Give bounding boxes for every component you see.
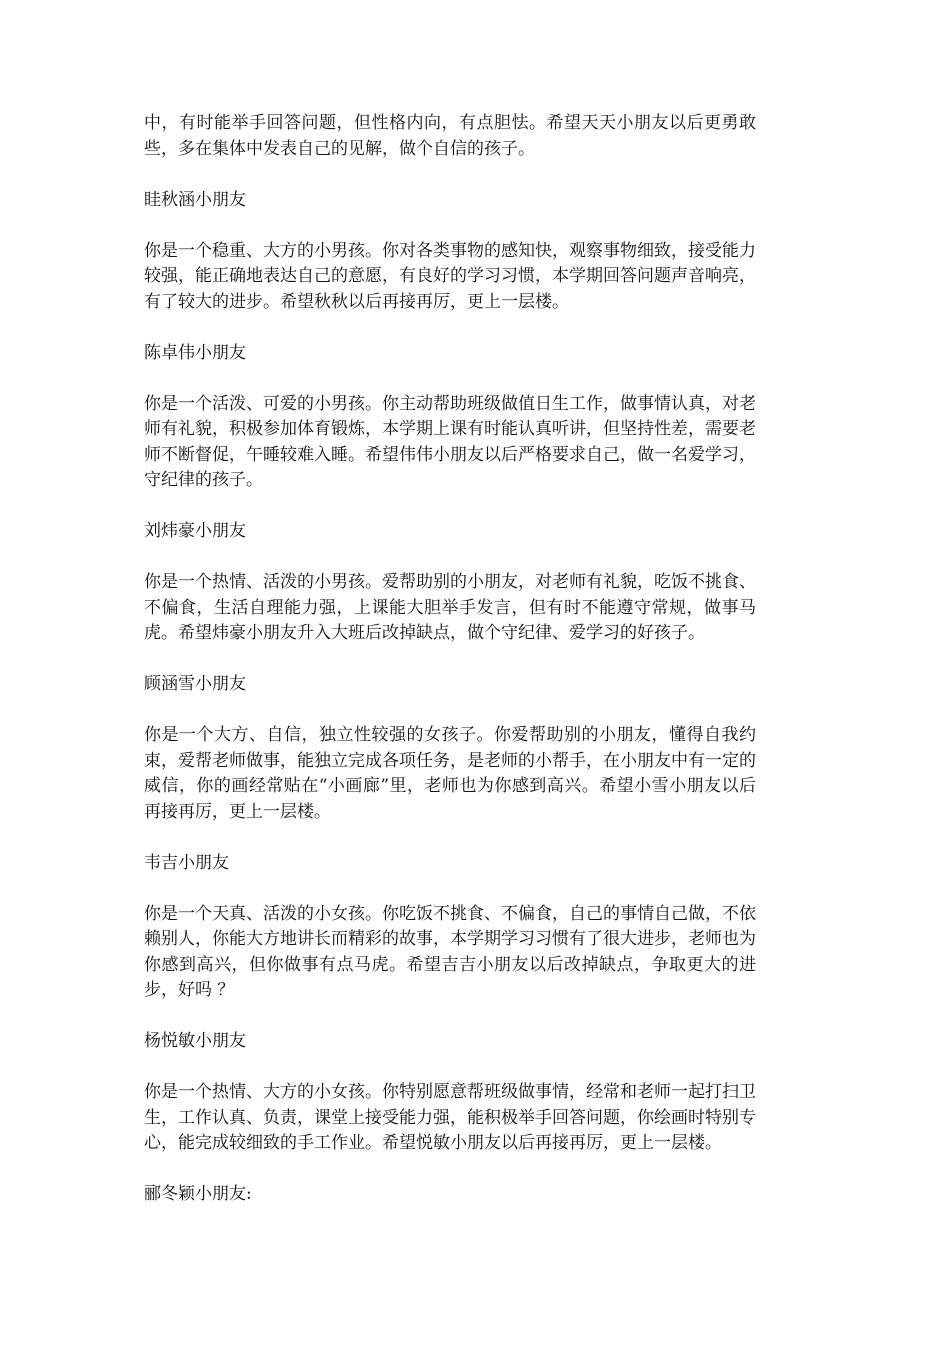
- entry-name-last: 郦冬颖小朋友:: [144, 1184, 252, 1204]
- entry-name: 刘炜豪小朋友: [144, 521, 246, 541]
- entry-name: 顾涵雪小朋友: [144, 674, 246, 694]
- entry-name: 陈卓伟小朋友: [144, 342, 246, 363]
- entry-comment: 你是一个热情、活泼的小男孩。爱帮助别的小朋友，对老师有礼貌，吃饭不挑食、不偏食，生活自理能力强，上课能大胆举手发言，但有时不能遵守常规，做事马虎。希望炜豪小朋友升入大班后改掉缺点，做个守纪律、爱学习的好孩子。: [144, 572, 756, 643]
- document-page: [144, 111, 756, 1233]
- entry-comment: 你是一个活泼、可爱的小男孩。你主动帮助班级做值日生工作，做事情认真，对老师有礼貌，积极参加体育锻炼，本学期上课有时能认真听讲，但坚持性差，需要老师不断督促，午睡较难入睡。希望伟伟小朋友以后严格要求自己，做一名爱学习，守纪律的孩子。: [144, 393, 756, 490]
- entry-comment: 你是一个天真、活泼的小女孩。你吃饭不挑食、不偏食，自己的事情自己做，不依赖别人，你能大方地讲长而精彩的故事，本学期学习习惯有了很大进步，老师也为你感到高兴，但你做事有点马虎。希望吉吉小朋友以后改掉缺点，争取更大的进步，好吗 ？: [144, 903, 756, 1000]
- entry-name: 韦吉小朋友: [144, 852, 229, 873]
- entry-name: 杨悦敏小朋友: [144, 1031, 246, 1051]
- entry-name: 眭秋涵小朋友: [144, 189, 246, 210]
- entry-comment: 你是一个大方、自信，独立性较强的女孩子。你爱帮助别的小朋友，懂得自我约束，爱帮老师做事，能独立完成各项任务，是老师的小帮手，在小朋友中有一定的威信，你的画经常贴在“小画廊”里，老师也为你感到高兴。希望小雪小朋友以后再接再厉，更上一层楼。: [144, 725, 756, 822]
- intro-paragraph: 中，有时能举手回答问题，但性格内向，有点胆怯。希望天天小朋友以后更勇敢些，多在集体中发表自己的见解，做个自信的孩子。: [144, 113, 756, 159]
- entry-comment: 你是一个稳重、大方的小男孩。你对各类事物的感知快，观察事物细致，接受能力较强，能正确地表达自己的意愿，有良好的学习习惯，本学期回答问题声音响亮，有了较大的进步。希望秋秋以后再接再厉，更上一层楼。: [144, 240, 756, 312]
- entry-comment: 你是一个热情、大方的小女孩。你特别愿意帮班级做事情，经常和老师一起打扫卫生，工作认真、负责，课堂上接受能力强，能积极举手回答问题，你绘画时特别专心，能完成较细致的手工作业。希望悦敏小朋友以后再接再厉，更上一层楼。: [144, 1082, 756, 1153]
